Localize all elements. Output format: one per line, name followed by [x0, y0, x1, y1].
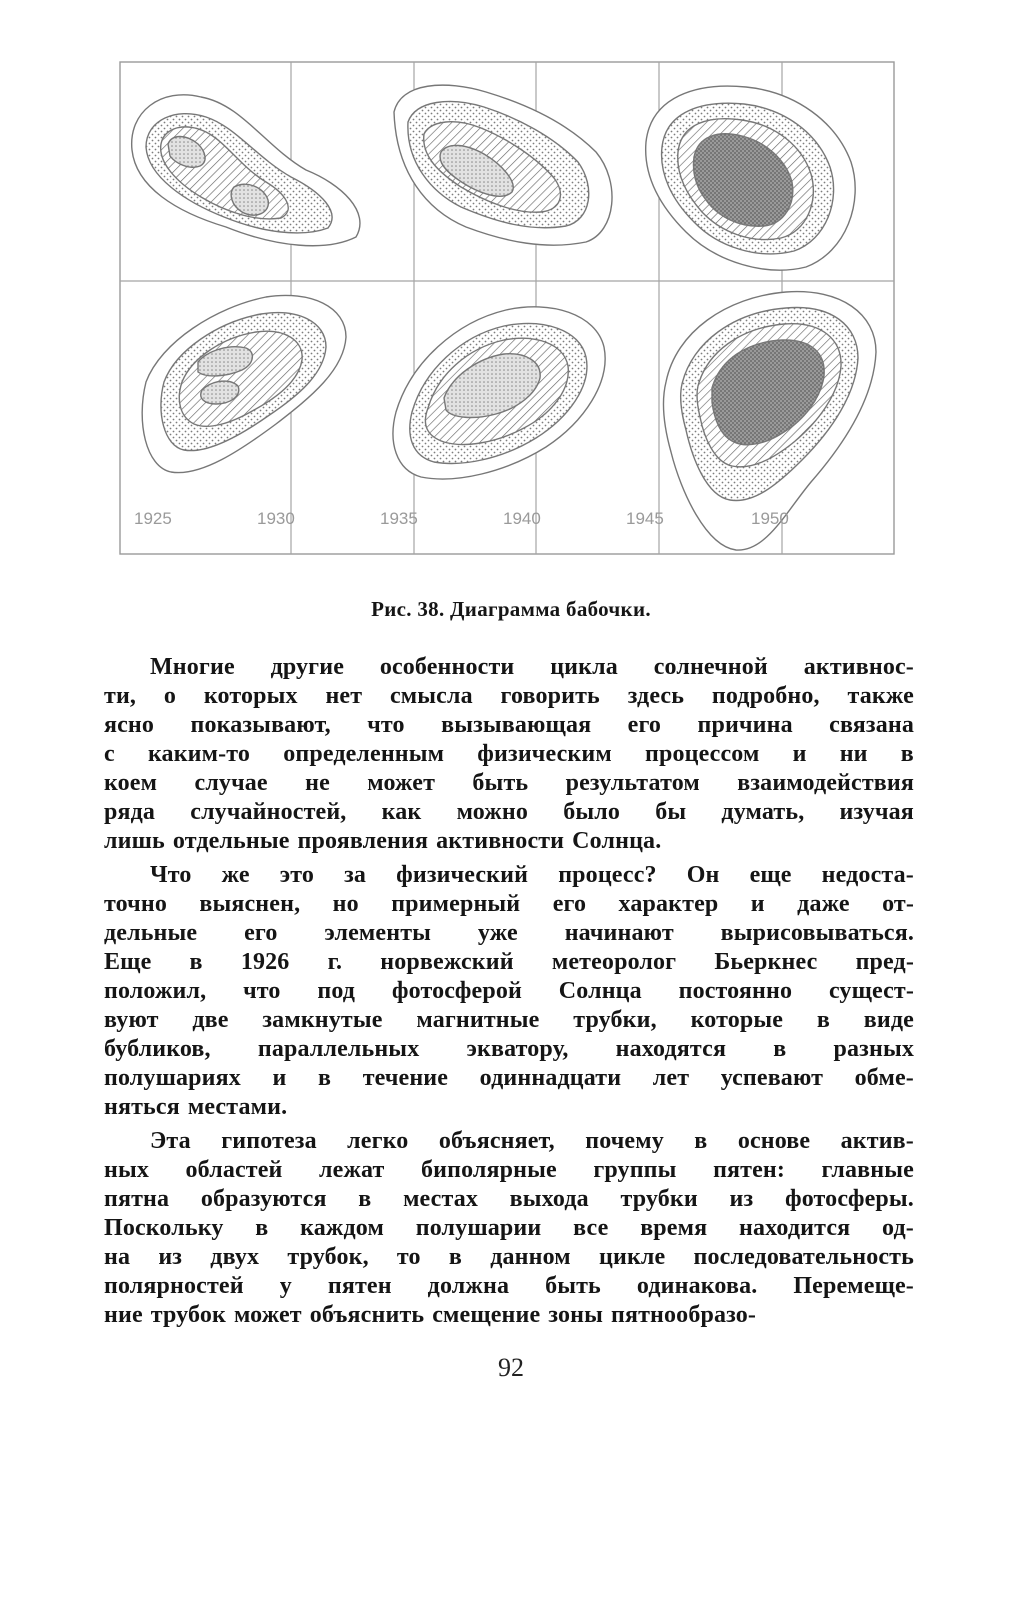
word: метеоролог	[551, 949, 677, 975]
word: экватору,	[466, 1036, 569, 1062]
word: не	[305, 770, 330, 796]
word: выхода	[509, 1186, 589, 1212]
word: говорить	[500, 683, 600, 709]
word: вуют	[104, 1007, 159, 1033]
word: его	[627, 712, 662, 738]
word: замкнутые	[262, 1007, 383, 1033]
word: нет	[325, 683, 363, 709]
text-line	[104, 1214, 914, 1243]
word: это	[279, 862, 315, 888]
word: процессом	[644, 741, 760, 767]
word: можно	[456, 799, 528, 825]
year-label: 1930	[257, 509, 295, 528]
word: образуются	[200, 1186, 327, 1212]
word: фотосферы.	[784, 1186, 914, 1212]
word: солнечной	[653, 654, 768, 680]
word: пятна	[104, 1186, 170, 1212]
word: быть	[472, 770, 529, 796]
word: гипотеза	[221, 1128, 317, 1154]
text-line	[104, 1093, 914, 1122]
text-line	[104, 740, 914, 769]
word: каждом	[300, 1215, 384, 1241]
word: основе	[737, 1128, 811, 1154]
word: трубок,	[287, 1244, 369, 1270]
word: Эта	[150, 1128, 191, 1154]
word: норвежский	[380, 949, 514, 975]
word: группы	[593, 1157, 677, 1183]
word: лежат	[319, 1157, 385, 1183]
word: в	[694, 1128, 708, 1154]
word: объяснить	[309, 1302, 425, 1328]
text-line	[104, 861, 914, 890]
word: активнос-	[803, 654, 914, 680]
word: пятнообразо-	[610, 1302, 757, 1328]
word: ние	[104, 1302, 143, 1328]
word: ряда	[104, 799, 156, 825]
word: успевают	[720, 1065, 824, 1091]
body-text	[104, 653, 914, 1330]
word: течение	[362, 1065, 449, 1091]
word: лишь	[104, 828, 165, 854]
word: Солнца.	[572, 828, 662, 854]
word: примерный	[391, 891, 521, 917]
word: ти,	[104, 683, 137, 709]
word: бубликов,	[104, 1036, 211, 1062]
word: как	[381, 799, 422, 825]
word: то	[396, 1244, 421, 1270]
word: разных	[833, 1036, 914, 1062]
word: физический	[396, 862, 529, 888]
word: трубки	[620, 1186, 698, 1212]
paragraph	[104, 1127, 914, 1330]
word: может	[367, 770, 436, 796]
word: г.	[327, 949, 343, 975]
word: от-	[882, 891, 914, 917]
year-label: 1940	[503, 509, 541, 528]
word: думать,	[721, 799, 805, 825]
text-line	[104, 682, 914, 711]
word: главные	[821, 1157, 914, 1183]
word: магнитные	[416, 1007, 540, 1033]
text-line	[104, 1064, 914, 1093]
word: случае	[194, 770, 268, 796]
word: особенности	[379, 654, 515, 680]
word: вырисовываться.	[720, 920, 914, 946]
word: трубки,	[573, 1007, 657, 1033]
year-label: 1935	[380, 509, 418, 528]
word: активности	[436, 828, 565, 854]
text-line	[104, 1301, 914, 1330]
word: в	[255, 1215, 269, 1241]
word: у	[279, 1273, 292, 1299]
word: Поскольку	[104, 1215, 224, 1241]
word: все	[573, 1215, 609, 1241]
word: с	[104, 741, 115, 767]
word: параллельных	[257, 1036, 420, 1062]
text-line	[104, 798, 914, 827]
text-line	[104, 1035, 914, 1064]
word: объясняет,	[438, 1128, 555, 1154]
word: из	[729, 1186, 754, 1212]
word: Бьеркнес	[714, 949, 818, 975]
text-line	[104, 948, 914, 977]
word: и	[272, 1065, 287, 1091]
word: также	[847, 683, 914, 709]
word: проявления	[297, 828, 429, 854]
word: может	[233, 1302, 302, 1328]
word: под	[317, 978, 356, 1004]
word: обме-	[854, 1065, 914, 1091]
year-label: 1945	[626, 509, 664, 528]
paragraph	[104, 653, 914, 856]
paragraph	[104, 861, 914, 1122]
word: в	[189, 949, 203, 975]
word: случайностей,	[190, 799, 347, 825]
word: полушарии	[415, 1215, 542, 1241]
text-line	[104, 1272, 914, 1301]
text-line	[104, 1006, 914, 1035]
word: которых	[203, 683, 298, 709]
word: причина	[697, 712, 793, 738]
word: смысла	[389, 683, 473, 709]
word: выяснен,	[199, 891, 301, 917]
word: ных	[104, 1157, 150, 1183]
word: результатом	[565, 770, 700, 796]
word: из	[158, 1244, 183, 1270]
word: полярностей	[104, 1273, 244, 1299]
word: цикла	[550, 654, 618, 680]
word: легко	[347, 1128, 409, 1154]
text-line	[104, 1127, 914, 1156]
text-line	[104, 711, 914, 740]
word: две	[192, 1007, 229, 1033]
word: в	[816, 1007, 830, 1033]
word: Еще	[104, 949, 152, 975]
word: ни	[839, 741, 868, 767]
word: еще	[749, 862, 792, 888]
word: находятся	[615, 1036, 727, 1062]
text-line	[104, 977, 914, 1006]
word: здесь	[627, 683, 685, 709]
word: одинакова.	[636, 1273, 758, 1299]
word: находится	[739, 1215, 851, 1241]
word: лет	[652, 1065, 690, 1091]
word: другие	[270, 654, 345, 680]
word: в	[448, 1244, 463, 1270]
text-line	[104, 653, 914, 682]
word: каким-то	[147, 741, 251, 767]
word: данном	[490, 1244, 571, 1270]
word: Перемеще-	[793, 1273, 914, 1299]
text-line	[104, 890, 914, 919]
word: взаимодействия	[737, 770, 914, 796]
word: что	[367, 712, 405, 738]
text-line	[104, 919, 914, 948]
text-line	[104, 1243, 914, 1272]
word: двух	[210, 1244, 260, 1270]
year-label: 1950	[751, 509, 789, 528]
word: но	[332, 891, 359, 917]
word: ясно	[104, 712, 155, 738]
word: пятен	[327, 1273, 392, 1299]
word: за	[344, 862, 367, 888]
word: изучая	[839, 799, 914, 825]
text-line	[104, 1156, 914, 1185]
word: пред-	[855, 949, 914, 975]
word: его	[244, 920, 278, 946]
word: местами.	[187, 1094, 288, 1120]
word: начинают	[564, 920, 674, 946]
word: о	[163, 683, 177, 709]
word: точно	[104, 891, 167, 917]
word: характер	[618, 891, 719, 917]
year-label: 1925	[134, 509, 172, 528]
word: в	[358, 1186, 372, 1212]
word: няться	[104, 1094, 180, 1120]
word: в	[773, 1036, 787, 1062]
word: вызывающая	[441, 712, 592, 738]
word: Солнца	[558, 978, 642, 1004]
word: его	[552, 891, 587, 917]
word: быть	[545, 1273, 601, 1299]
word: зоны	[548, 1302, 603, 1328]
word: последовательность	[693, 1244, 914, 1270]
word: актив-	[840, 1128, 914, 1154]
word: Что	[150, 862, 192, 888]
butterfly-diagram	[106, 52, 914, 574]
word: 1926	[240, 949, 290, 975]
word: почему	[585, 1128, 664, 1154]
word: время	[640, 1215, 708, 1241]
word: биполярные	[420, 1157, 557, 1183]
word: сущест-	[828, 978, 914, 1004]
word: и	[792, 741, 807, 767]
word: в	[318, 1065, 332, 1091]
word: и	[750, 891, 765, 917]
word: местах	[403, 1186, 478, 1212]
word: одиннадцати	[479, 1065, 622, 1091]
word: же	[221, 862, 250, 888]
word: смещение	[432, 1302, 541, 1328]
word: коем	[104, 770, 158, 796]
word: должна	[427, 1273, 510, 1299]
word: отдельные	[172, 828, 290, 854]
word: постоянно	[678, 978, 793, 1004]
word: что	[243, 978, 281, 1004]
word: фотосферой	[391, 978, 522, 1004]
word: подробно,	[711, 683, 820, 709]
word: недоста-	[821, 862, 914, 888]
word: Он	[686, 862, 720, 888]
word: которые	[690, 1007, 784, 1033]
word: даже	[797, 891, 850, 917]
word: процесс?	[558, 862, 657, 888]
word: трубок	[150, 1302, 226, 1328]
word: полушариях	[104, 1065, 241, 1091]
page-number: 92	[498, 1353, 524, 1382]
text-line	[104, 1185, 914, 1214]
word: положил,	[104, 978, 207, 1004]
word: од-	[882, 1215, 914, 1241]
word: Многие	[150, 654, 235, 680]
word: бы	[655, 799, 687, 825]
word: в	[900, 741, 914, 767]
word: уже	[477, 920, 518, 946]
word: пятен:	[713, 1157, 786, 1183]
word: дельные	[104, 920, 198, 946]
word: было	[563, 799, 620, 825]
text-line	[104, 827, 914, 856]
word: элементы	[324, 920, 432, 946]
text-line	[104, 769, 914, 798]
word: виде	[863, 1007, 914, 1033]
figure-caption: Рис. 38. Диаграмма бабочки.	[371, 597, 651, 621]
word: физическим	[477, 741, 612, 767]
word: определенным	[283, 741, 445, 767]
word: областей	[185, 1157, 283, 1183]
word: цикле	[598, 1244, 666, 1270]
butterfly-diagram-figure	[106, 52, 914, 574]
word: связана	[829, 712, 914, 738]
word: на	[104, 1244, 131, 1270]
word: показывают,	[190, 712, 331, 738]
